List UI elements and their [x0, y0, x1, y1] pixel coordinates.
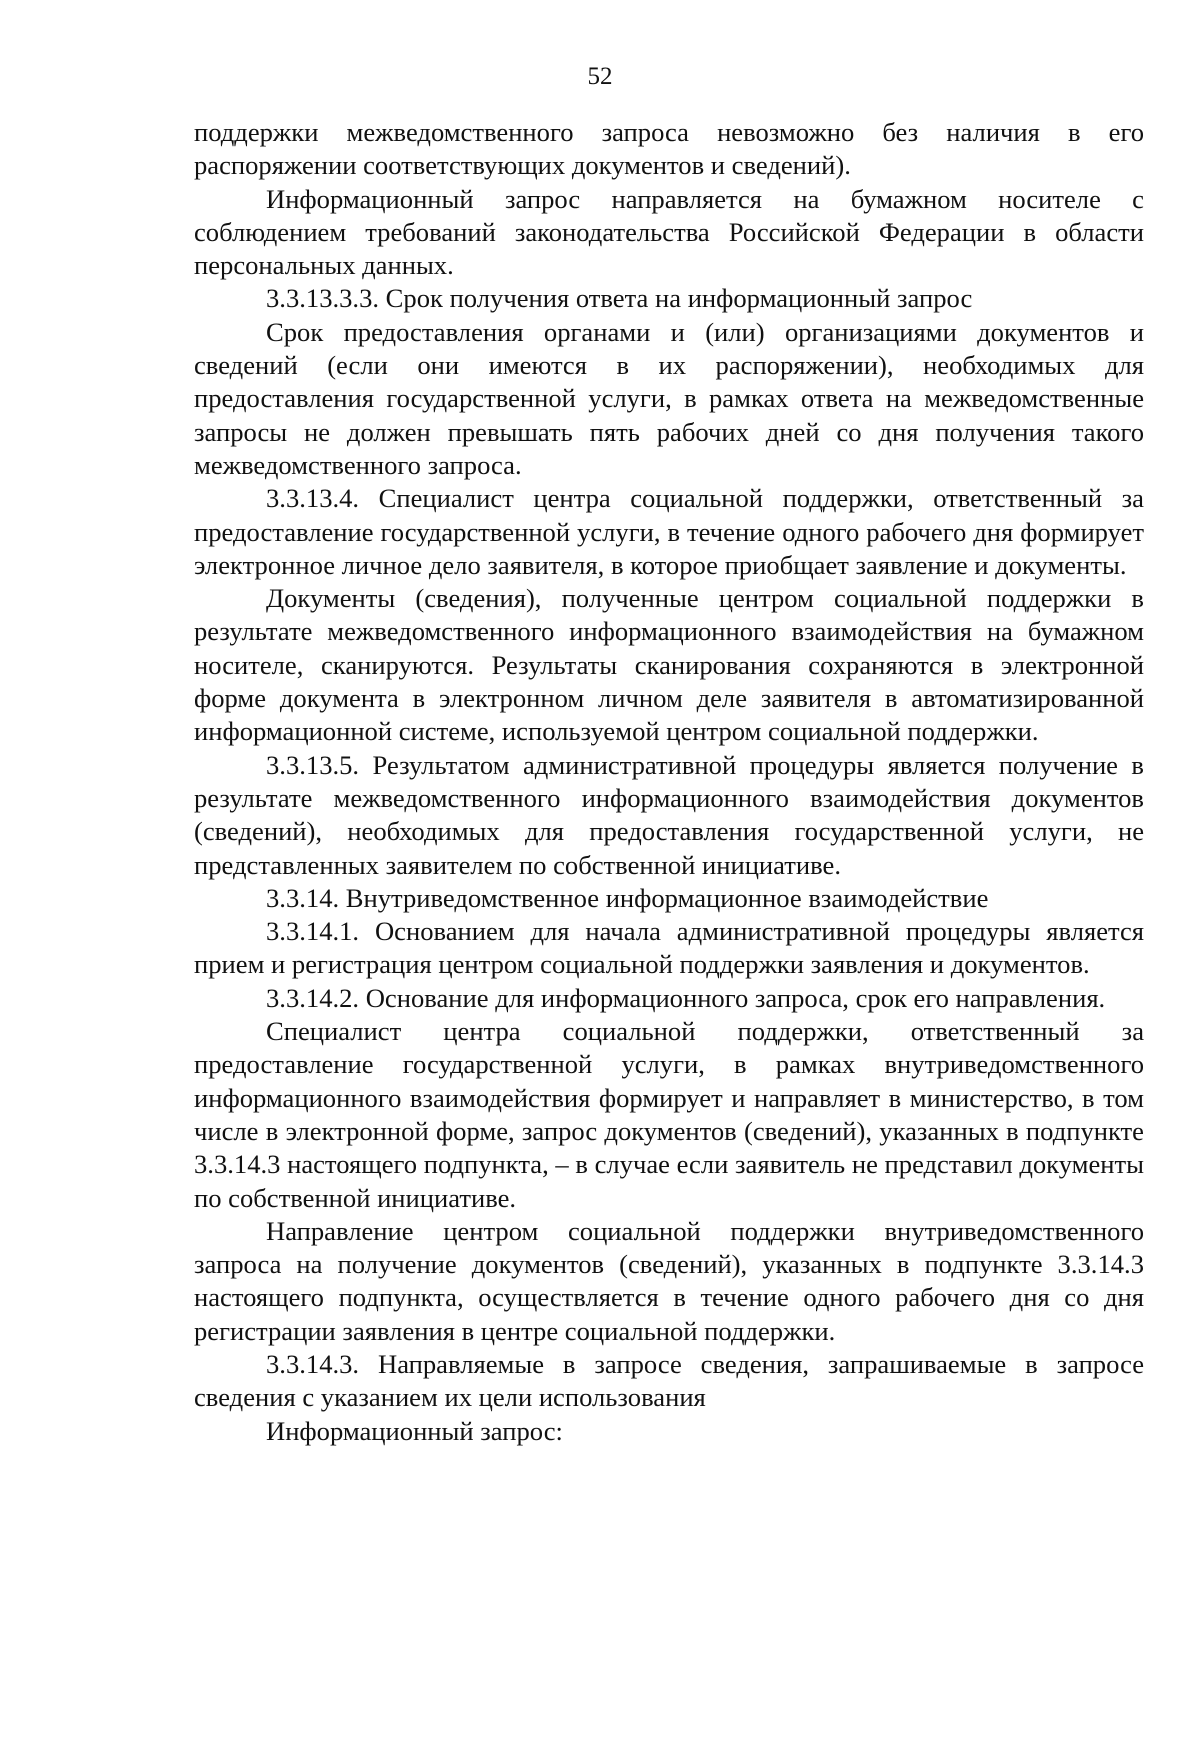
- paragraph-continuation: поддержки межведомственного запроса невозможно без наличия в его распоряжении соответствующих документов и сведений).: [194, 117, 1144, 181]
- paragraph: Специалист центра социальной поддержки, ответственный за предоставление государственной услуги, в рамках внутриведомственного информационного взаимодействия формирует и направляет в министерство, в том числе в электронной форме, запрос документов (сведений), указанных в подпункте 3.3.14.3 настоящего подпункта, – в случае если заявитель не представил документы по собственной инициативе.: [194, 1016, 1144, 1213]
- section-heading: 3.3.14. Внутриведомственное информационное взаимодействие: [266, 882, 989, 913]
- paragraph: Направление центром социальной поддержки внутриведомственного запроса на получение документов (сведений), указанных в подпункте 3.3.14.3 настоящего подпункта, осуществляется в течение одного рабочего дня со дня регистрации заявления в центре социальной поддержки.: [194, 1215, 1144, 1346]
- section-heading: 3.3.13.3.3. Срок получения ответа на информационный запрос: [266, 283, 973, 314]
- paragraph: 3.3.13.4. Специалист центра социальной поддержки, ответственный за предоставление государственной услуги, в течение одного рабочего дня формирует электронное личное дело заявителя, в которое приобщает заявление и документы.: [194, 483, 1144, 580]
- paragraph: 3.3.14.1. Основанием для начала административной процедуры является прием и регистрация центром социальной поддержки заявления и документов.: [194, 916, 1144, 980]
- paragraph: Срок предоставления органами и (или) организациями документов и сведений (если они имеются в их распоряжении), необходимых для предоставления государственной услуги, в рамках ответа на межведомственные запросы не должен превышать пять рабочих дней со дня получения такого межведомственного запроса.: [194, 316, 1144, 480]
- paragraph: Информационный запрос:: [266, 1415, 563, 1446]
- paragraph: 3.3.14.3. Направляемые в запросе сведения, запрашиваемые в запросе сведения с указанием их цели использования: [194, 1348, 1144, 1413]
- paragraph: Документы (сведения), полученные центром социальной поддержки в результате межведомственного информационного взаимодействия на бумажном носителе, сканируются. Результаты сканирования сохраняются в электронной форме документа в электронном личном деле заявителя в автоматизированной информационной системе, используемой центром социальной поддержки.: [194, 583, 1144, 747]
- paragraph: Информационный запрос направляется на бумажном носителе с соблюдением требований законодательства Российской Федерации в области персональных данных.: [194, 183, 1144, 281]
- paragraph: 3.3.13.5. Результатом административной процедуры является получение в результате межведомственного информационного взаимодействия документов (сведений), необходимых для предоставления государственной услуги, не представленных заявителем по собственной инициативе.: [194, 749, 1144, 880]
- page-number: 52: [587, 63, 613, 90]
- document-body: [194, 116, 1144, 1448]
- paragraph: 3.3.14.2. Основание для информационного запроса, срок его направления.: [266, 982, 1106, 1013]
